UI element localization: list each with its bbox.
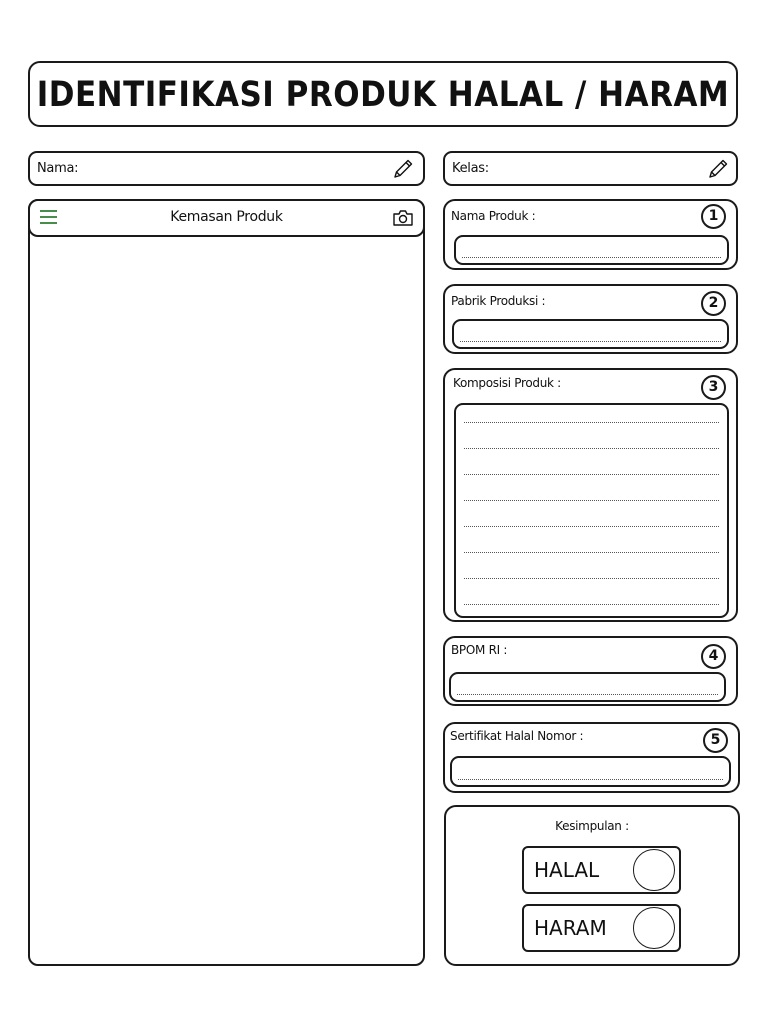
haram-checkbox[interactable] (633, 907, 675, 949)
factory-input[interactable] (452, 319, 729, 349)
page-title: IDENTIFIKASI PRODUK HALAL / HARAM (36, 74, 730, 116)
step-number-5: 5 (703, 728, 728, 753)
camera-icon[interactable] (392, 209, 414, 231)
pencil-icon[interactable] (706, 157, 730, 185)
bpom-label: BPOM RI : (451, 643, 508, 657)
product-name-card (443, 199, 738, 270)
halal-certificate-input[interactable] (450, 756, 731, 787)
conclusion-label: Kesimpulan : (555, 819, 629, 833)
product-name-input[interactable] (454, 235, 729, 265)
package-panel-header (28, 199, 425, 237)
package-photo-panel[interactable] (28, 199, 425, 966)
pencil-icon[interactable] (391, 157, 415, 185)
step-number-2: 2 (701, 291, 726, 316)
factory-card (443, 284, 738, 354)
name-label: Nama: (37, 161, 79, 176)
halal-checkbox[interactable] (633, 849, 675, 891)
composition-input[interactable] (454, 403, 729, 618)
bpom-card (443, 636, 738, 706)
product-name-label: Nama Produk : (451, 209, 536, 223)
step-number-4: 4 (701, 644, 726, 669)
conclusion-card (444, 805, 740, 966)
class-field[interactable] (443, 151, 738, 186)
step-number-3: 3 (701, 375, 726, 400)
title-banner (28, 61, 738, 127)
package-panel-title: Kemasan Produk (170, 209, 283, 225)
class-label: Kelas: (452, 161, 489, 176)
bpom-input[interactable] (449, 672, 726, 702)
step-number-1: 1 (701, 204, 726, 229)
halal-certificate-card (443, 722, 740, 793)
name-field[interactable] (28, 151, 425, 186)
composition-card (443, 368, 738, 622)
haram-option[interactable] (522, 904, 681, 952)
halal-certificate-label: Sertifikat Halal Nomor : (450, 729, 584, 743)
factory-label: Pabrik Produksi : (451, 294, 546, 308)
composition-label: Komposisi Produk : (453, 376, 561, 390)
haram-option-label: HARAM (534, 916, 607, 940)
halal-option[interactable] (522, 846, 681, 894)
halal-option-label: HALAL (534, 858, 600, 882)
